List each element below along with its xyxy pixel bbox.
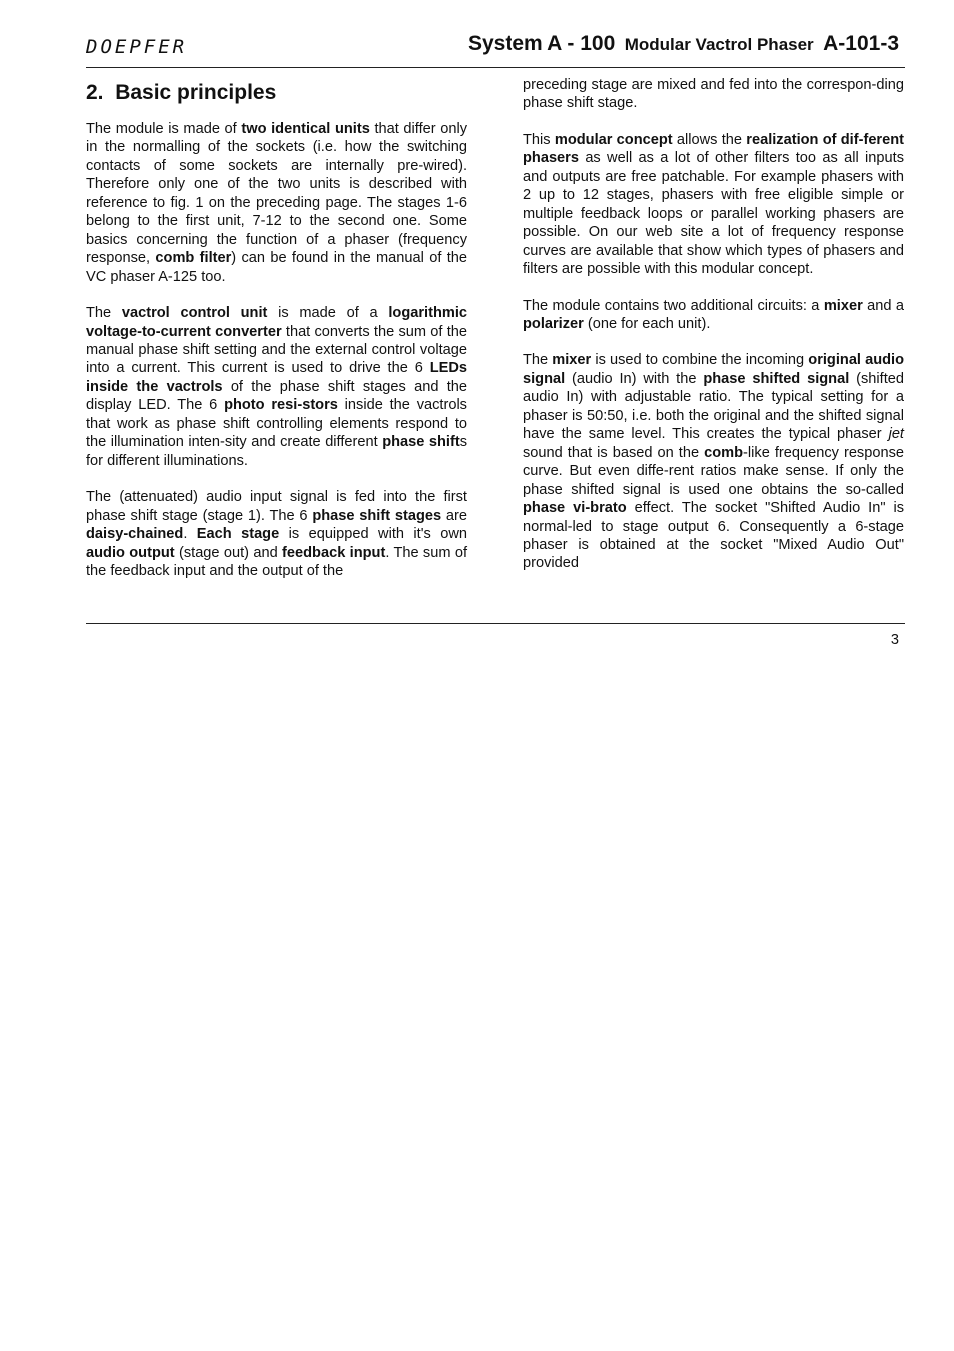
section-number: 2. xyxy=(86,81,104,104)
text-run: is used to combine the incoming xyxy=(591,352,809,369)
system-label: System xyxy=(468,32,543,55)
bold-term: comb xyxy=(704,444,744,461)
bold-term: realization of dif-ferent phasers xyxy=(523,131,905,167)
bold-term: phase shifted signal xyxy=(703,370,850,387)
text-run: (shifted audio In) with adjustable ratio. The typical setting for a phaser is 50:50, i.e. both the original and the shifted signal have the same level. This creates the typical phaser xyxy=(523,370,904,443)
text-run: (audio In) with the xyxy=(565,370,704,387)
text-run: . The sum of the feedback input and the output of the xyxy=(86,544,467,579)
text-run: effect. The socket "Shifted Audio In" is normal-led to stage output 6. Consequently a 6-stage phaser is obtained at the socket "Mixed Audio Out" provided xyxy=(523,500,905,572)
text-run: of the phase shift stages and the display LED. The 6 xyxy=(86,378,467,414)
module-code: A-101-3 xyxy=(823,32,899,55)
bold-term: LEDs inside the vactrols xyxy=(86,360,467,395)
bold-term: comb filter xyxy=(155,250,232,267)
text-run: as well as a lot of other filters too as all inputs and outputs are free patchable. For example phasers with 2 up to 12 stages, phasers with free eligible simple or multiple feedback loops or parallel working phasers are possible. On our web site a lot of frequency response curves are available that show which types of phasers and filters are possible with this modular concept. xyxy=(523,150,904,278)
header-rule xyxy=(86,67,905,68)
bold-term: photo resi-stors xyxy=(224,397,338,414)
bold-term: modular concept xyxy=(554,131,673,148)
text-run: is made of a xyxy=(267,305,389,322)
right-column xyxy=(523,76,904,591)
paragraph xyxy=(523,76,904,113)
text-run: s for different illuminations. xyxy=(86,434,467,469)
text-run: The module is made of xyxy=(86,121,242,137)
text-run: allows the xyxy=(672,131,747,148)
section-title: Basic principles xyxy=(115,81,277,104)
text-run: sound that is based on the xyxy=(523,444,705,461)
text-run: The xyxy=(523,352,553,369)
bold-term: daisy-chained xyxy=(86,526,184,543)
italic-term: jet xyxy=(888,426,904,443)
text-run: (one for each unit). xyxy=(583,315,711,332)
paragraph xyxy=(523,297,904,334)
paragraph xyxy=(523,131,904,279)
footer-rule xyxy=(86,623,905,624)
header-title xyxy=(468,32,899,56)
paragraph xyxy=(86,120,467,286)
text-run: and a xyxy=(862,297,904,314)
brand-logo: DOEPFER xyxy=(86,36,188,58)
bold-term: mixer xyxy=(823,297,863,314)
text-run: that converts the sum of the manual phase shift setting and the external control voltage into a current. This current is used to drive the 6 xyxy=(86,323,467,377)
bold-term: phase shift xyxy=(382,434,460,451)
module-name: Modular Vactrol Phaser xyxy=(624,35,814,54)
paragraph xyxy=(523,351,904,572)
text-run: The (attenuated) audio input signal is fed into the first phase shift stage (stage 1). The 6 xyxy=(86,489,467,524)
bold-term: phase vi-brato xyxy=(523,500,627,517)
system-name: A - 100 xyxy=(547,32,616,55)
bold-term: audio output xyxy=(86,544,175,561)
section-heading xyxy=(86,80,467,106)
bold-term: original audio signal xyxy=(523,352,905,387)
bold-term: two identical units xyxy=(241,121,370,137)
bold-term: mixer xyxy=(552,352,592,369)
text-run: This xyxy=(523,131,555,148)
text-run: The xyxy=(86,305,122,322)
bold-term: polarizer xyxy=(523,315,584,332)
text-run: -like frequency response curve. But even diffe-rent ratios make sense. If only the phase shifted signal is used one obtains the so-called xyxy=(523,444,904,498)
text-run: are xyxy=(441,507,467,524)
bold-term: Each stage xyxy=(196,526,280,543)
text-run: (stage out) and xyxy=(174,544,283,561)
bold-term: vactrol control unit xyxy=(121,305,268,322)
bold-term: logarithmic voltage-to-current converter xyxy=(86,305,468,340)
text-run: is equipped with it's own xyxy=(279,526,467,543)
text-run: preceding stage are mixed and fed into the correspon-ding phase shift stage. xyxy=(523,77,904,112)
bold-term: phase shift stages xyxy=(312,507,442,524)
bold-term: feedback input xyxy=(282,544,386,561)
paragraph xyxy=(86,488,467,580)
paragraph xyxy=(86,304,467,470)
page-number: 3 xyxy=(890,632,899,648)
text-run: inside the vactrols that work as phase shift controlling elements respond to the illumination inten-sity and create different xyxy=(86,397,467,451)
page-header xyxy=(86,30,905,66)
text-run: . xyxy=(183,526,197,543)
text-run: that differ only in the normalling of the sockets (i.e. how the switching contacts of some sockets are internally pre-wired). Therefore only one of the two units is described with reference to fig. 1 on the preceding page. The stages 1-6 belong to the first unit, 7-12 to the second one. Some basics concerning the function of a phaser (frequency response, xyxy=(86,121,468,267)
text-run: ) can be found in the manual of the VC phaser A-125 too. xyxy=(86,250,467,285)
left-column xyxy=(86,76,467,598)
text-run: The module contains two additional circuits: a xyxy=(523,297,824,314)
